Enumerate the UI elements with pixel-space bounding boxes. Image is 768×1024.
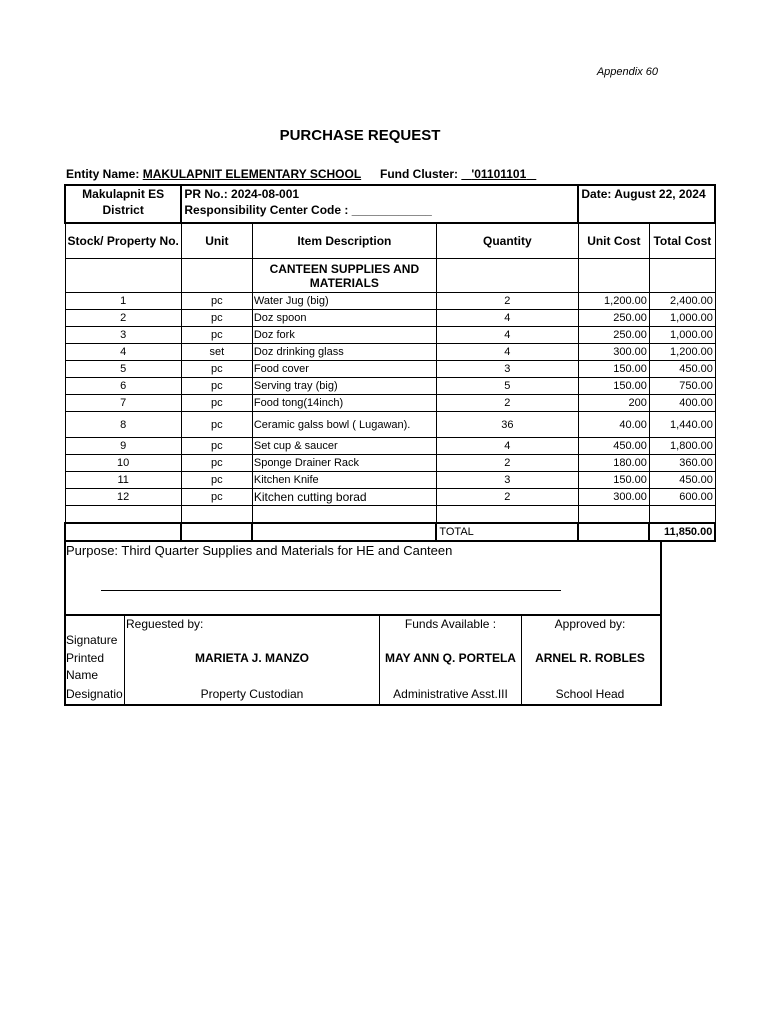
item-no: 2	[65, 310, 181, 327]
item-total-cost: 1,440.00	[649, 412, 715, 438]
table-row	[65, 378, 715, 395]
col-unit: Unit	[181, 223, 252, 259]
column-header-row	[65, 223, 715, 259]
table-row	[65, 412, 715, 438]
item-unit-cost: 40.00	[578, 412, 649, 438]
purchase-request-table	[64, 184, 716, 542]
item-unit-cost: 250.00	[578, 327, 649, 344]
document-title: PURCHASE REQUEST	[279, 127, 441, 144]
purpose-underline	[101, 590, 561, 591]
item-total-cost: 600.00	[649, 489, 715, 506]
item-description: Ceramic galss bowl ( Lugawan).	[252, 412, 436, 438]
item-unit: pc	[181, 327, 252, 344]
office-line1: Makulapnit ES	[82, 187, 165, 201]
item-unit-cost: 200	[578, 395, 649, 412]
item-unit: pc	[181, 378, 252, 395]
requested-by-name: MARIETA J. MANZO	[195, 651, 309, 665]
item-quantity: 4	[436, 344, 578, 361]
item-no: 11	[65, 472, 181, 489]
item-total-cost: 1,200.00	[649, 344, 715, 361]
purpose-text: Purpose: Third Quarter Supplies and Materials for HE and Canteen	[66, 543, 453, 558]
item-description: Kitchen cutting borad	[252, 489, 436, 506]
requested-by-heading: Reguested by:	[126, 617, 204, 631]
item-no: 4	[65, 344, 181, 361]
table-row	[65, 489, 715, 506]
item-unit-cost: 450.00	[578, 438, 649, 455]
item-description: Doz fork	[252, 327, 436, 344]
item-no: 1	[65, 293, 181, 310]
item-quantity: 2	[436, 455, 578, 472]
item-no: 10	[65, 455, 181, 472]
item-unit: pc	[181, 489, 252, 506]
item-total-cost: 400.00	[649, 395, 715, 412]
entity-label: Entity Name:	[66, 167, 140, 181]
item-unit-cost: 250.00	[578, 310, 649, 327]
table-row	[65, 438, 715, 455]
requested-by-designation: Property Custodian	[200, 687, 304, 701]
fund-label: Fund Cluster:	[380, 167, 458, 181]
fund-value: '01101101	[471, 167, 527, 181]
funds-available-heading: Funds Available :	[404, 617, 497, 631]
item-description: Sponge Drainer Rack	[252, 455, 436, 472]
table-row	[65, 293, 715, 310]
item-unit: pc	[181, 438, 252, 455]
item-unit-cost: 300.00	[578, 489, 649, 506]
item-description: Kitchen Knife	[252, 472, 436, 489]
pr-number: PR No.: 2024-08-001	[184, 187, 300, 201]
item-description: Set cup & saucer	[252, 438, 436, 455]
name-row-label: Name	[66, 668, 99, 682]
total-label: TOTAL	[436, 523, 578, 541]
appendix-label: Appendix 60	[596, 66, 658, 78]
approved-by-designation: School Head	[555, 687, 625, 701]
header-row	[65, 185, 715, 223]
date-cell: Date: August 22, 2024	[578, 185, 715, 223]
item-unit: pc	[181, 361, 252, 378]
item-total-cost: 360.00	[649, 455, 715, 472]
item-description: Food cover	[252, 361, 436, 378]
item-unit: pc	[181, 455, 252, 472]
item-unit: pc	[181, 293, 252, 310]
item-description: Water Jug (big)	[252, 293, 436, 310]
col-quantity: Quantity	[436, 223, 578, 259]
item-quantity: 36	[436, 412, 578, 438]
item-no: 7	[65, 395, 181, 412]
office-cell	[65, 185, 181, 223]
item-total-cost: 450.00	[649, 472, 715, 489]
table-row	[65, 455, 715, 472]
item-no: 8	[65, 412, 181, 438]
item-description: Doz drinking glass	[252, 344, 436, 361]
approved-by-heading: Approved by:	[554, 617, 626, 631]
item-quantity: 4	[436, 327, 578, 344]
funds-available-name: MAY ANN Q. PORTELA	[385, 651, 516, 665]
item-total-cost: 2,400.00	[649, 293, 715, 310]
item-unit-cost: 1,200.00	[578, 293, 649, 310]
item-quantity: 4	[436, 310, 578, 327]
designation-row-label: Designatio	[66, 687, 123, 701]
item-unit-cost: 180.00	[578, 455, 649, 472]
item-unit-cost: 300.00	[578, 344, 649, 361]
category-label: CANTEEN SUPPLIES AND MATERIALS	[252, 259, 436, 293]
item-no: 12	[65, 489, 181, 506]
item-unit: set	[181, 344, 252, 361]
signature-row-label: Signature	[66, 633, 118, 647]
item-no: 9	[65, 438, 181, 455]
item-quantity: 4	[436, 438, 578, 455]
col-description: Item Description	[252, 223, 436, 259]
entity-name	[66, 167, 361, 181]
responsibility-center: Responsibility Center Code : ____________	[184, 203, 432, 217]
table-row	[65, 344, 715, 361]
approved-by-name: ARNEL R. ROBLES	[535, 651, 645, 665]
item-description: Serving tray (big)	[252, 378, 436, 395]
item-quantity: 3	[436, 361, 578, 378]
item-quantity: 2	[436, 395, 578, 412]
item-unit: pc	[181, 395, 252, 412]
item-unit: pc	[181, 412, 252, 438]
item-quantity: 5	[436, 378, 578, 395]
item-total-cost: 450.00	[649, 361, 715, 378]
item-quantity: 3	[436, 472, 578, 489]
col-total-cost: Total Cost	[649, 223, 715, 259]
item-total-cost: 1,000.00	[649, 327, 715, 344]
table-row	[65, 327, 715, 344]
col-stock: Stock/ Property No.	[65, 223, 181, 259]
item-total-cost: 1,000.00	[649, 310, 715, 327]
item-total-cost: 750.00	[649, 378, 715, 395]
entity-value: MAKULAPNIT ELEMENTARY SCHOOL	[142, 167, 362, 181]
category-row	[65, 259, 715, 293]
table-row	[65, 361, 715, 378]
item-no: 6	[65, 378, 181, 395]
blank-row	[65, 506, 715, 524]
item-quantity: 2	[436, 293, 578, 310]
item-quantity: 2	[436, 489, 578, 506]
item-unit: pc	[181, 472, 252, 489]
table-row	[65, 395, 715, 412]
item-unit-cost: 150.00	[578, 361, 649, 378]
item-description: Doz spoon	[252, 310, 436, 327]
item-description: Food tong(14inch)	[252, 395, 436, 412]
table-row	[65, 310, 715, 327]
item-unit-cost: 150.00	[578, 378, 649, 395]
item-total-cost: 1,800.00	[649, 438, 715, 455]
total-row	[65, 523, 715, 541]
item-unit-cost: 150.00	[578, 472, 649, 489]
table-row	[65, 472, 715, 489]
item-no: 5	[65, 361, 181, 378]
total-value: 11,850.00	[649, 523, 715, 541]
office-line2: District	[102, 203, 144, 217]
item-no: 3	[65, 327, 181, 344]
funds-available-designation: Administrative Asst.III	[393, 687, 508, 701]
col-unit-cost: Unit Cost	[578, 223, 649, 259]
printed-row-label: Printed	[66, 651, 105, 665]
fund-cluster	[380, 167, 536, 181]
pr-info-cell	[181, 185, 578, 223]
item-unit: pc	[181, 310, 252, 327]
